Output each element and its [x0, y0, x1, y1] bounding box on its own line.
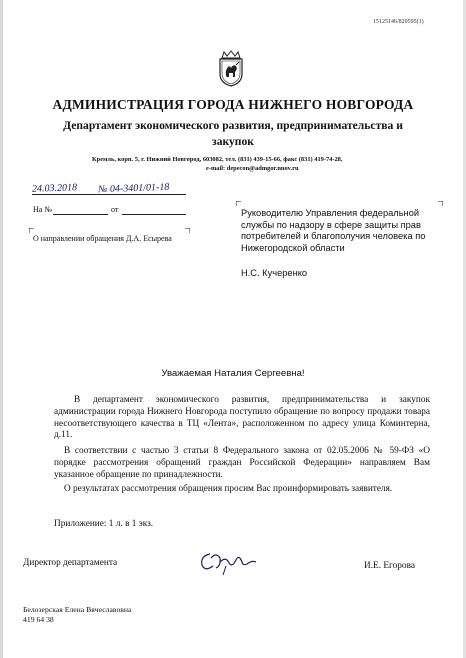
executor-phone: 419 64 38: [23, 615, 54, 624]
document-code: 15125146/820595(1): [373, 19, 424, 25]
department-address: Кремль, корп. 5, г. Нижний Новгород, 603082, тел. (831) 439-15-66, факс (831) 419-74-28,: [92, 156, 343, 163]
subject-bracket-left: [29, 228, 34, 233]
paragraph-2: В соответствии с частью 3 статьи 8 Федерального закона от 02.05.2006 № 59-ФЗ «О порядке рассмотрения обращений граждан Российской Федерации» направляем Вам указанное обращение по принадлежности.: [54, 446, 430, 480]
reference-date-label: от: [111, 205, 119, 214]
department-email: e-mail: depecon@admgor.nnov.ru: [206, 165, 299, 172]
letter-subject: О направлении обращения Д.А. Есырева: [33, 234, 172, 243]
organization-name: АДМИНИСТРАЦИЯ ГОРОДА НИЖНЕГО НОВГОРОДА: [52, 97, 414, 112]
addressee-name: Н.С. Кучеренко: [241, 268, 308, 278]
addressee-bracket-left: [236, 201, 241, 206]
executor-name: Белозерская Елена Вячеславовна: [23, 605, 132, 614]
department-name-line1: Департамент экономического развития, предпринимательства и: [63, 119, 403, 132]
reference-date-line: [122, 214, 186, 215]
addressee-block: Руководителю Управления федеральной службы по надзору в сфере защиты прав потребителей и благополучия человека по Нижегородской области: [241, 208, 426, 253]
outgoing-number: № 04-3401/01-18: [97, 181, 170, 196]
reference-number-line: [53, 214, 108, 215]
outgoing-date: 24.03.2018: [31, 182, 78, 195]
coat-of-arms-icon: [216, 50, 246, 87]
addressee-bracket-right: [438, 201, 443, 206]
attachment-note: Приложение: 1 л. в 1 экз.: [54, 519, 154, 529]
subject-bracket-right: [185, 228, 190, 233]
reference-number-label: На №: [33, 205, 52, 214]
greeting: Уважаемая Наталия Сергеевна!: [161, 368, 305, 379]
paragraph-3: О результатах рассмотрения обращения просим Вас проинформировать заявителя.: [64, 484, 393, 494]
outgoing-number-line: [32, 194, 186, 195]
department-name-line2: закупок: [212, 135, 254, 148]
signature-icon: [196, 546, 260, 576]
signer-title: Директор департамента: [23, 558, 118, 568]
signer-name: И.Е. Егорова: [364, 561, 415, 571]
paragraph-1: В департамент экономического развития, предпринимательства и закупок администрации города Нижнего Новгорода поступило обращение по вопросу продажи товара несоответствующего качества в ТЦ «Лента», расположенном по адресу улица Коминтерна, д.11.: [54, 395, 430, 441]
